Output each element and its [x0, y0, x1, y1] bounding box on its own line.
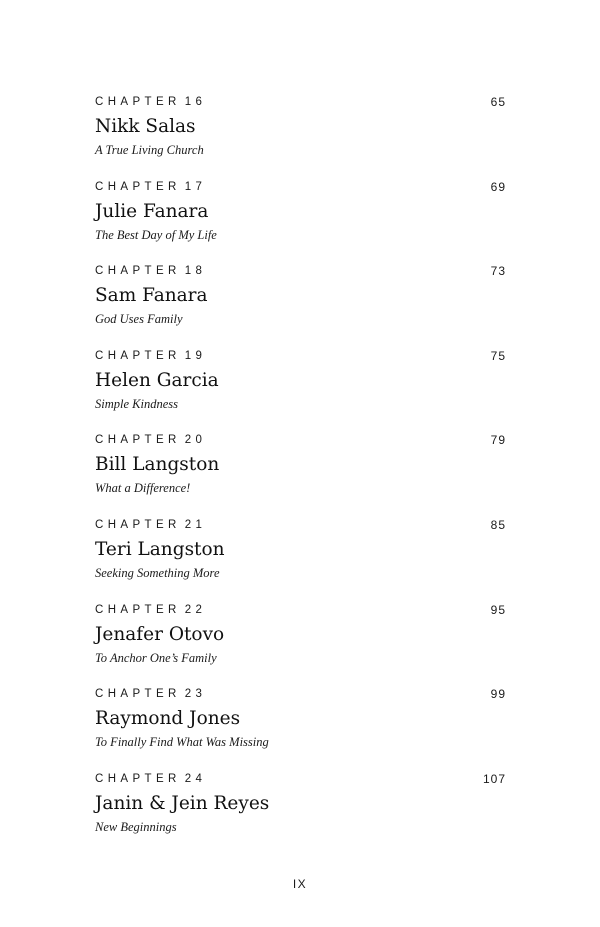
chapter-label	[95, 432, 206, 448]
toc-entry-chapter-17[interactable]	[95, 179, 506, 264]
chapter-number: 17	[184, 180, 207, 193]
chapter-word: CHAPTER	[95, 772, 181, 785]
chapter-subtitle: To Anchor One’s Family	[95, 650, 217, 665]
chapter-word: CHAPTER	[95, 180, 181, 193]
chapter-label	[95, 348, 206, 364]
page-number: 79	[490, 433, 506, 448]
toc-entry-chapter-24[interactable]	[95, 771, 506, 856]
page-number: 65	[490, 95, 506, 109]
chapter-label	[95, 686, 206, 702]
chapter-author-name: Teri Langston	[95, 538, 225, 560]
chapter-label	[95, 771, 206, 787]
chapter-subtitle: Simple Kindness	[95, 396, 178, 411]
chapter-subtitle: The Best Day of My Life	[95, 227, 217, 242]
toc-entry-chapter-18[interactable]	[95, 263, 506, 348]
chapter-author-name: Helen Garcia	[95, 369, 219, 391]
chapter-label	[95, 179, 206, 195]
page-number: 99	[490, 687, 506, 702]
chapter-subtitle: Seeking Something More	[95, 565, 220, 580]
chapter-word: CHAPTER	[95, 434, 181, 447]
toc-entry-chapter-16[interactable]	[95, 94, 506, 179]
chapter-author-name: Janin & Jein Reyes	[95, 792, 270, 814]
chapter-subtitle: New Beginnings	[95, 819, 177, 834]
chapter-author-name: Jenafer Otovo	[95, 623, 225, 645]
chapter-word: CHAPTER	[95, 603, 181, 616]
chapter-author-name: Bill Langston	[95, 454, 220, 476]
page-number: 73	[490, 264, 506, 279]
chapter-number: 22	[184, 603, 207, 616]
page-number: 85	[490, 517, 506, 532]
chapter-label	[95, 94, 206, 110]
chapter-number: 20	[184, 434, 207, 447]
table-of-contents	[95, 94, 506, 855]
chapter-word: CHAPTER	[95, 688, 181, 701]
toc-entry-chapter-20[interactable]	[95, 432, 506, 517]
chapter-label	[95, 517, 206, 533]
chapter-author-name: Julie Fanara	[95, 200, 209, 222]
chapter-word: CHAPTER	[95, 518, 181, 531]
page-number: 107	[482, 771, 506, 786]
page-number: 75	[490, 348, 506, 363]
toc-entry-chapter-21[interactable]	[95, 517, 506, 602]
chapter-subtitle: To Finally Find What Was Missing	[95, 735, 269, 750]
chapter-word: CHAPTER	[95, 96, 181, 108]
chapter-subtitle: A True Living Church	[95, 143, 204, 157]
folio-page-number: IX	[292, 877, 308, 891]
page-number: 69	[490, 179, 506, 194]
chapter-number: 23	[184, 688, 207, 701]
toc-entry-chapter-19[interactable]	[95, 348, 506, 433]
chapter-number: 18	[184, 265, 207, 278]
chapter-word: CHAPTER	[95, 349, 181, 362]
chapter-number: 21	[184, 518, 207, 531]
chapter-word: CHAPTER	[95, 265, 181, 278]
chapter-number: 16	[184, 96, 207, 108]
chapter-label	[95, 602, 206, 618]
page-number: 95	[490, 602, 506, 617]
chapter-number: 19	[184, 349, 207, 362]
chapter-subtitle: God Uses Family	[95, 312, 183, 327]
chapter-number: 24	[184, 772, 207, 785]
chapter-author-name: Raymond Jones	[95, 708, 241, 730]
chapter-author-name: Sam Fanara	[95, 285, 208, 307]
toc-entry-chapter-23[interactable]	[95, 686, 506, 771]
chapter-author-name: Nikk Salas	[95, 116, 196, 137]
chapter-subtitle: What a Difference!	[95, 481, 191, 496]
chapter-label	[95, 263, 206, 279]
toc-entry-chapter-22[interactable]	[95, 602, 506, 687]
